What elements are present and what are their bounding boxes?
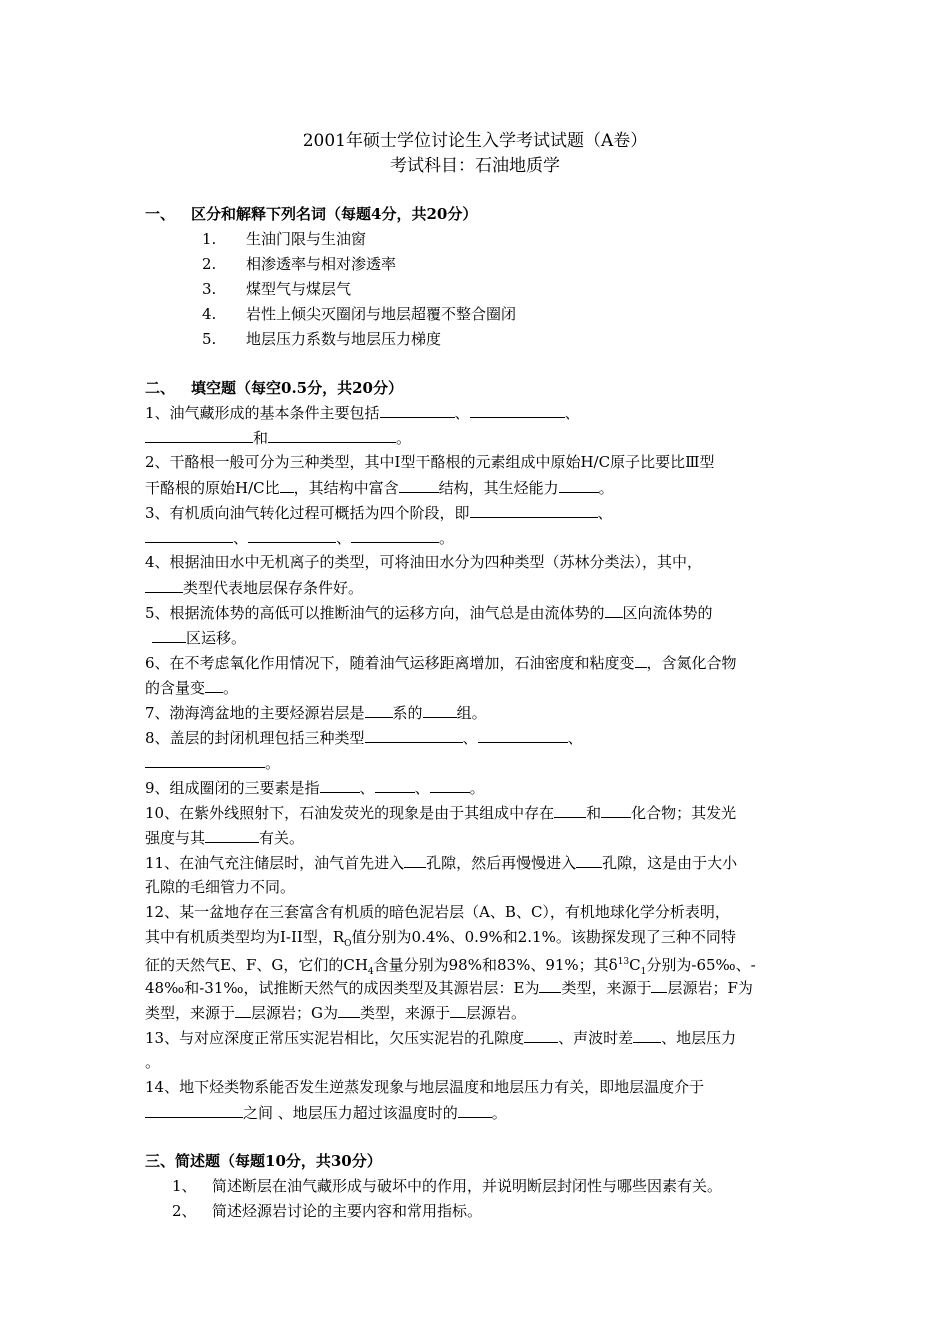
question-text: 、 xyxy=(454,404,470,422)
exam-subject: 考试科目：石油地质学 xyxy=(390,156,560,176)
answer-blank[interactable] xyxy=(470,402,565,418)
question-1-cont xyxy=(145,427,810,448)
question-6-cont xyxy=(145,677,810,698)
question-text: 、 xyxy=(462,729,478,747)
question-text: 、 xyxy=(567,729,583,747)
term-number: 3. xyxy=(202,280,217,298)
question-text: 、声波时差 xyxy=(558,1029,634,1047)
answer-blank[interactable] xyxy=(152,627,186,643)
section2-title: 填空题（每空0.5分，共20分） xyxy=(191,379,403,397)
question-text: 。 xyxy=(439,529,455,547)
question-9 xyxy=(145,777,810,798)
question-text: 简述断层在油气藏形成与破坏中的作用，并说明断层封闭性与哪些因素有关。 xyxy=(212,1177,723,1195)
answer-blank[interactable] xyxy=(651,977,667,993)
answer-blank[interactable] xyxy=(458,1102,492,1118)
answer-blank[interactable] xyxy=(470,502,598,518)
question-text: ，含氮化合物 xyxy=(646,654,737,672)
question-1 xyxy=(145,402,810,423)
question-text: 11、在油气充注储层时，油气首先进入 xyxy=(145,854,405,872)
question-4 xyxy=(145,552,810,572)
question-text: 区向流体势的 xyxy=(622,604,713,622)
question-10 xyxy=(145,802,810,823)
section1-heading xyxy=(145,203,477,224)
short-answer-item xyxy=(172,1175,722,1196)
question-text: 干酪根的原始H/C比 xyxy=(145,479,280,497)
section2-heading xyxy=(145,377,403,398)
term-text: 岩性上倾尖灭圈闭与地层超覆不整合圈闭 xyxy=(246,305,517,323)
question-text: C xyxy=(629,956,641,974)
question-text: 2、干酪根一般可分为三种类型，其中Ⅰ型干酪根的元素组成中原始H/C原子比要比Ⅲ型 xyxy=(145,453,715,471)
question-text: 之间 、地层压力超过该温度时的 xyxy=(243,1104,458,1122)
question-12-l5 xyxy=(145,1002,810,1023)
question-text: 化合物；其发光 xyxy=(631,804,737,822)
answer-blank[interactable] xyxy=(601,802,631,818)
answer-blank[interactable] xyxy=(399,477,439,493)
section1-number: 一、 xyxy=(145,205,176,223)
question-text: 12、某一盆地存在三套富含有机质的暗色泥岩层（A、B、C），有机地球化学分析表明， xyxy=(145,903,730,921)
answer-blank[interactable] xyxy=(404,852,426,868)
question-6 xyxy=(145,652,810,673)
answer-blank[interactable] xyxy=(524,1027,558,1043)
answer-blank[interactable] xyxy=(351,527,439,543)
question-text: 。 xyxy=(491,1104,507,1122)
question-2-cont xyxy=(145,477,810,498)
term-item xyxy=(202,303,516,324)
answer-blank[interactable] xyxy=(478,727,568,743)
question-text: 层源岩；G为 xyxy=(251,1004,338,1022)
question-text: 有关。 xyxy=(259,829,305,847)
answer-blank[interactable] xyxy=(605,602,623,618)
question-text: 9、组成圈闭的三要素是指 xyxy=(145,779,320,797)
answer-blank[interactable] xyxy=(145,577,183,593)
question-text: 、 xyxy=(336,529,352,547)
term-text: 煤型气与煤层气 xyxy=(246,280,352,298)
question-text: 。 xyxy=(469,779,485,797)
question-7 xyxy=(145,702,810,723)
answer-blank[interactable] xyxy=(280,477,294,493)
question-text: 组。 xyxy=(456,704,487,722)
subscript: 4 xyxy=(367,967,374,977)
term-text: 生油门限与生油窗 xyxy=(246,230,367,248)
answer-blank[interactable] xyxy=(365,702,393,718)
question-13-cont xyxy=(145,1052,810,1072)
question-8-cont xyxy=(145,752,810,773)
section3-heading: 三、简述题（每题10分，共30分） xyxy=(145,1152,382,1170)
question-text: 简述烃源岩讨论的主要内容和常用指标。 xyxy=(212,1202,483,1220)
answer-blank[interactable] xyxy=(248,527,336,543)
question-text: 7、渤海湾盆地的主要烃源岩层是 xyxy=(145,704,365,722)
term-item xyxy=(202,228,366,249)
answer-blank[interactable] xyxy=(380,402,455,418)
question-text: 其中有机质类型均为I-II型，R xyxy=(145,928,345,946)
answer-blank[interactable] xyxy=(205,827,259,843)
question-text: 类型，来源于 xyxy=(145,1004,236,1022)
answer-blank[interactable] xyxy=(635,652,647,668)
question-text: ，其结构中富含 xyxy=(293,479,399,497)
answer-blank[interactable] xyxy=(145,1102,243,1118)
question-text: 、 xyxy=(233,529,249,547)
question-2 xyxy=(145,452,810,472)
answer-blank[interactable] xyxy=(450,1002,466,1018)
answer-blank[interactable] xyxy=(375,777,415,793)
question-text: 6、在不考虑氧化作用情况下，随着油气运移距离增加，石油密度和粘度变 xyxy=(145,654,635,672)
answer-blank[interactable] xyxy=(320,777,360,793)
question-text: 层源岩。 xyxy=(466,1004,527,1022)
question-11 xyxy=(145,852,810,873)
answer-blank[interactable] xyxy=(559,477,599,493)
question-text: 和 xyxy=(586,804,602,822)
term-text: 相渗透率与相对渗透率 xyxy=(246,255,397,273)
question-text: 14、地下烃类物系能否发生逆蒸发现象与地层温度和地层压力有关，即地层温度介于 xyxy=(145,1078,705,1096)
question-text: 、地层压力 xyxy=(661,1029,737,1047)
answer-blank[interactable] xyxy=(430,777,470,793)
answer-blank[interactable] xyxy=(539,977,561,993)
question-3 xyxy=(145,502,810,523)
question-text: 类型代表地层保存条件好。 xyxy=(183,579,364,597)
superscript: 13 xyxy=(617,957,630,967)
question-12-l4 xyxy=(145,977,810,998)
question-5 xyxy=(145,602,810,623)
question-14 xyxy=(145,1077,810,1097)
answer-blank[interactable] xyxy=(235,1002,251,1018)
question-text: 结构，其生烃能力 xyxy=(438,479,559,497)
question-text: 、 xyxy=(414,779,430,797)
question-text: 征的天然气E、F、G，它们的CH xyxy=(145,956,368,974)
question-text: 5、根据流体势的高低可以推断油气的运移方向，油气总是由流体势的 xyxy=(145,604,605,622)
answer-blank[interactable] xyxy=(554,802,586,818)
term-number: 2. xyxy=(202,255,217,273)
question-text: 。 xyxy=(145,1053,161,1071)
question-13 xyxy=(145,1027,810,1048)
question-11-cont xyxy=(145,877,810,897)
question-text: 的含量变 xyxy=(145,679,206,697)
exam-title: 2001年硕士学位讨论生入学考试试题（A卷） xyxy=(302,131,648,151)
question-text: 分别为-65‰、- xyxy=(646,956,756,974)
question-number: 2、 xyxy=(172,1202,197,1220)
question-text: 、 xyxy=(564,404,580,422)
subscript: O xyxy=(344,939,352,949)
term-number: 4. xyxy=(202,305,217,323)
question-text: 、 xyxy=(597,504,613,522)
question-text: 强度与其 xyxy=(145,829,206,847)
question-text: 孔隙，这是由于大小 xyxy=(602,854,738,872)
term-item xyxy=(202,253,396,274)
question-3-cont xyxy=(145,527,810,548)
subscript: 1 xyxy=(640,967,647,977)
question-text: 、 xyxy=(359,779,375,797)
question-text: 13、与对应深度正常压实泥岩相比，欠压实泥岩的孔隙度 xyxy=(145,1029,525,1047)
question-text: 。 xyxy=(396,429,412,447)
question-text: 类型，来源于 xyxy=(360,1004,451,1022)
answer-blank[interactable] xyxy=(365,727,463,743)
question-text: 值分别为0.4%、0.9%和2.1%。该勘探发现了三种不同特 xyxy=(351,928,736,946)
answer-blank[interactable] xyxy=(633,1027,661,1043)
question-number: 1、 xyxy=(172,1177,197,1195)
question-text: 。 xyxy=(265,754,281,772)
short-answer-item xyxy=(172,1200,482,1221)
question-10-cont xyxy=(145,827,810,848)
answer-blank[interactable] xyxy=(338,1002,360,1018)
answer-blank[interactable] xyxy=(268,427,396,443)
section1-title: 区分和解释下列名词（每题4分，共20分） xyxy=(191,205,478,223)
question-text: 10、在紫外线照射下，石油发荧光的现象是由于其组成中存在 xyxy=(145,804,555,822)
term-number: 1. xyxy=(202,230,217,248)
term-item xyxy=(202,328,441,349)
answer-blank[interactable] xyxy=(145,527,233,543)
question-text: 和 xyxy=(253,429,269,447)
term-text: 地层压力系数与地层压力梯度 xyxy=(246,330,442,348)
question-text: 类型，来源于 xyxy=(561,979,652,997)
question-text: 区运移。 xyxy=(186,629,247,647)
answer-blank[interactable] xyxy=(205,677,223,693)
question-text: 含量分别为98%和83%、91%；其δ xyxy=(373,956,618,974)
question-text: 孔隙，然后再慢慢进入 xyxy=(426,854,577,872)
question-text: 48‰和-31‰，试推断天然气的成因类型及其源岩层：E为 xyxy=(145,979,540,997)
question-text: 1、油气藏形成的基本条件主要包括 xyxy=(145,404,380,422)
question-text: 。 xyxy=(598,479,614,497)
question-12 xyxy=(145,902,810,922)
question-text: 孔隙的毛细管力不同。 xyxy=(145,878,296,896)
question-4-cont xyxy=(145,577,810,598)
question-text: 系的 xyxy=(392,704,423,722)
answer-blank[interactable] xyxy=(145,427,253,443)
question-5-cont xyxy=(145,627,810,648)
term-number: 5. xyxy=(202,330,217,348)
answer-blank[interactable] xyxy=(576,852,602,868)
answer-blank[interactable] xyxy=(145,752,265,768)
question-text: 3、有机质向油气转化过程可概括为四个阶段，即 xyxy=(145,504,470,522)
question-8 xyxy=(145,727,810,748)
question-text: 。 xyxy=(223,679,239,697)
question-14-cont xyxy=(145,1102,810,1123)
answer-blank[interactable] xyxy=(423,702,457,718)
question-text: 8、盖层的封闭机理包括三种类型 xyxy=(145,729,365,747)
term-item xyxy=(202,278,351,299)
question-text: 4、根据油田水中无机离子的类型，可将油田水分为四种类型（苏林分类法），其中， xyxy=(145,553,703,571)
question-text: 层源岩；F为 xyxy=(667,979,753,997)
section2-number: 二、 xyxy=(145,379,176,397)
question-12-l2 xyxy=(145,927,810,954)
